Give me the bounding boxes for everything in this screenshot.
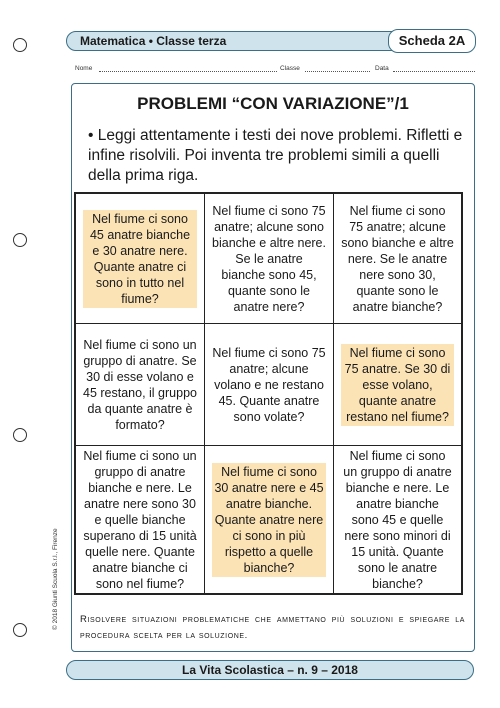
problem-cell-7 xyxy=(76,446,205,593)
problem-cell-1 xyxy=(76,194,205,324)
subject-title: Matematica • Classe terza xyxy=(80,34,227,48)
problem-text: Nel fiume ci sono un gruppo di anatre. Se 30 di esse volano e 45 restano, il gruppo da quante anatre è formato? xyxy=(83,337,197,432)
problem-text: Nel fiume ci sono 75 anatre; alcune sono bianche e altre nere. Se le anatre bianche sono 45, quante sono le anatre nere? xyxy=(212,203,326,314)
learning-objective: Risolvere situazioni problematiche che ammettano più soluzioni e spiegare la procedura scelta per la soluzione. xyxy=(80,614,465,641)
worksheet-title: PROBLEMI “CON VARIAZIONE”/1 xyxy=(137,94,409,113)
scheda-badge: Scheda 2A xyxy=(388,29,476,53)
binder-hole-bottom xyxy=(13,623,27,637)
problem-cell-6 xyxy=(334,324,461,446)
problems-grid xyxy=(74,192,463,595)
problem-cell-3 xyxy=(334,194,461,324)
nome-line[interactable] xyxy=(99,71,277,72)
problem-text: Nel fiume ci sono 45 anatre bianche e 30 anatre nere. Quante anatre ci sono in tutto nel fiume? xyxy=(83,210,197,308)
problem-text: Nel fiume ci sono 30 anatre nere e 45 anatre bianche. Quante anatre nere ci sono in più rispetto a quelle bianche? xyxy=(212,463,326,577)
problem-text: Nel fiume ci sono 75 anatre. Se 30 di esse volano, quante anatre restano nel fiume? xyxy=(341,344,454,426)
copyright-notice: © 2018 Giunti Scuola S.r.l., Firenze xyxy=(52,528,59,630)
worksheet-instructions: • Leggi attentamente i testi dei nove problemi. Rifletti e infine risolvili. Poi inventa tre problemi simili a quelli della prima riga. xyxy=(88,127,463,184)
problem-text: Nel fiume ci sono un gruppo di anatre bianche e nere. Le anatre nere sono 30 e quelle bianche superano di 15 unità quelle nere. Quante anatre bianche ci sono nel fiume? xyxy=(83,448,197,591)
nome-label: Nome xyxy=(75,65,93,72)
problem-text: Nel fiume ci sono un gruppo di anatre bianche e nere. Le anatre bianche sono 45 e quelle nere sono minori di 15 unità. Quante sono le anatre bianche? xyxy=(343,448,452,591)
problem-cell-9 xyxy=(334,446,461,593)
problem-cell-5 xyxy=(205,324,334,446)
problem-text: Nel fiume ci sono 75 anatre; alcune sono bianche e altre nere. Se le anatre nere sono 30, quante sono le anatre bianche? xyxy=(341,203,454,314)
binder-hole-upper xyxy=(13,233,27,247)
binder-hole-top xyxy=(13,38,27,52)
data-label: Data xyxy=(375,65,389,72)
problem-cell-2 xyxy=(205,194,334,324)
problem-text: Nel fiume ci sono 75 anatre; alcune volano e ne restano 45. Quante anatre sono volate? xyxy=(212,345,326,424)
classe-line[interactable] xyxy=(305,71,370,72)
binder-hole-lower xyxy=(13,428,27,442)
problem-cell-4 xyxy=(76,324,205,446)
classe-label: Classe xyxy=(280,65,300,72)
publication-footer: La Vita Scolastica – n. 9 – 2018 xyxy=(182,663,358,677)
problem-cell-8 xyxy=(205,446,334,593)
data-line[interactable] xyxy=(393,71,475,72)
